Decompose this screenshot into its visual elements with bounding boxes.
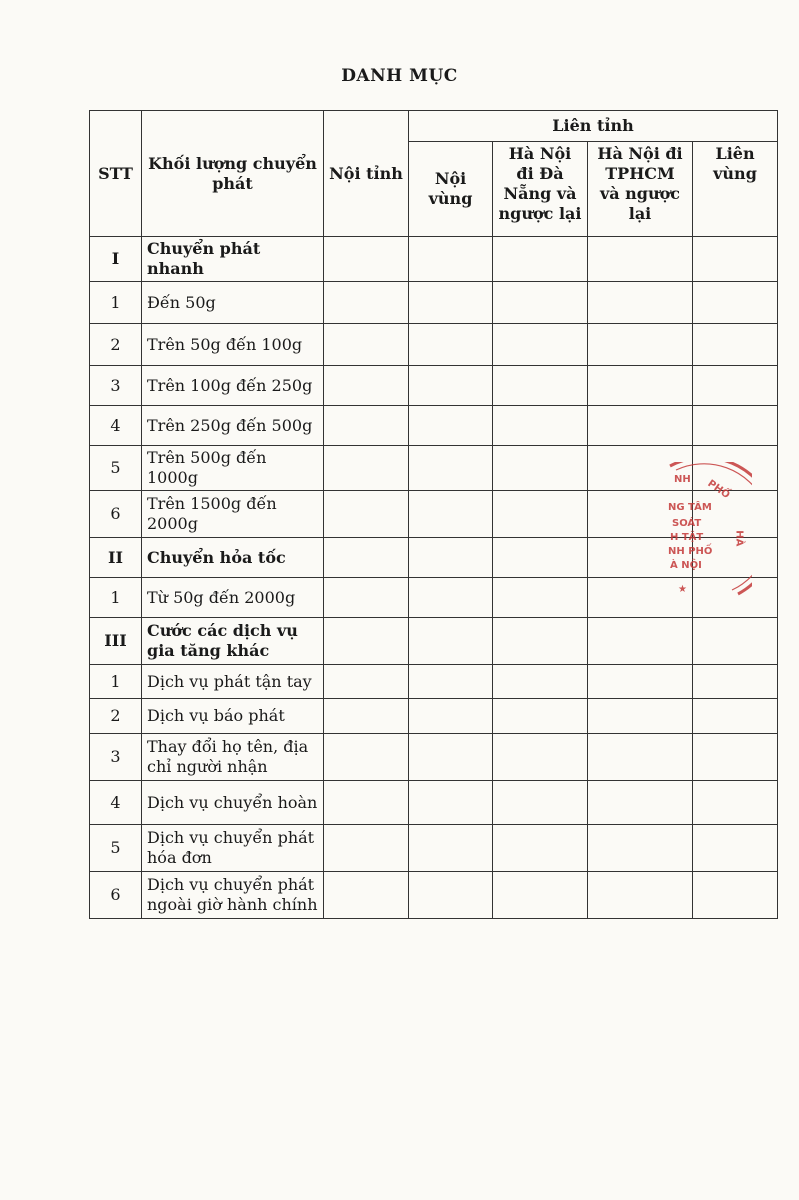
price-cell: [493, 446, 588, 491]
row-label: Trên 250g đến 500g: [142, 406, 324, 446]
row-label: Dịch vụ chuyển phát hóa đơn: [142, 825, 324, 872]
price-cell: [493, 491, 588, 538]
price-cell: [324, 734, 409, 781]
price-cell: [693, 734, 778, 781]
row-label: Dịch vụ chuyển phát ngoài giờ hành chính: [142, 872, 324, 919]
stamp-line: H TẬT: [670, 532, 704, 543]
row-stt: 3: [90, 366, 142, 406]
price-cell: [324, 825, 409, 872]
row-label: Thay đổi họ tên, địa chỉ người nhận: [142, 734, 324, 781]
price-cell: [588, 872, 693, 919]
price-cell: [409, 366, 493, 406]
row-label: Từ 50g đến 2000g: [142, 578, 324, 618]
stamp-line: NH: [674, 474, 691, 485]
price-cell: [409, 825, 493, 872]
price-cell: [409, 406, 493, 446]
price-cell: [324, 324, 409, 366]
price-cell: [324, 872, 409, 919]
price-cell: [693, 618, 778, 665]
row-stt: 3: [90, 734, 142, 781]
price-cell: [409, 781, 493, 825]
price-cell: [493, 699, 588, 734]
table-row: [90, 324, 778, 366]
price-cell: [588, 446, 693, 491]
row-label: Đến 50g: [142, 282, 324, 324]
page-title: DANH MỤC: [341, 66, 458, 86]
price-cell: [409, 665, 493, 699]
table-row: [90, 538, 778, 578]
header-lien-tinh: Liên tỉnh: [409, 111, 778, 142]
row-stt: 5: [90, 446, 142, 491]
row-stt: 5: [90, 825, 142, 872]
price-cell: [588, 324, 693, 366]
price-cell: [409, 491, 493, 538]
price-cell: [409, 446, 493, 491]
table-row: [90, 781, 778, 825]
price-cell: [588, 538, 693, 578]
price-cell: [493, 872, 588, 919]
price-cell: [409, 538, 493, 578]
row-stt: 2: [90, 699, 142, 734]
price-cell: [693, 491, 778, 538]
stamp-line: NH PHỐ: [668, 546, 713, 557]
row-label: Dịch vụ phát tận tay: [142, 665, 324, 699]
price-cell: [588, 406, 693, 446]
table-row: [90, 237, 778, 282]
table-body: [90, 237, 778, 919]
price-cell: [588, 366, 693, 406]
price-cell: [493, 237, 588, 282]
price-cell: [324, 491, 409, 538]
price-cell: [693, 781, 778, 825]
header-hn-hcm: Hà Nội đi TPHCM và ngược lại: [588, 142, 693, 237]
row-label: Dịch vụ báo phát: [142, 699, 324, 734]
price-cell: [324, 446, 409, 491]
price-cell: [324, 618, 409, 665]
price-cell: [324, 699, 409, 734]
price-cell: [588, 699, 693, 734]
price-table: [89, 110, 778, 919]
price-cell: [693, 665, 778, 699]
stamp-line: HÀ: [733, 530, 745, 547]
stamp-line: PHỐ: [705, 478, 732, 502]
row-stt: 1: [90, 578, 142, 618]
table-row: [90, 446, 778, 491]
price-cell: [693, 406, 778, 446]
table-row: [90, 282, 778, 324]
row-stt: 2: [90, 324, 142, 366]
price-cell: [588, 781, 693, 825]
table-row: [90, 699, 778, 734]
price-cell: [324, 578, 409, 618]
row-stt: III: [90, 618, 142, 665]
price-cell: [588, 618, 693, 665]
price-cell: [693, 237, 778, 282]
price-cell: [588, 734, 693, 781]
price-cell: [324, 538, 409, 578]
price-cell: [493, 781, 588, 825]
price-cell: [693, 825, 778, 872]
table-row: [90, 734, 778, 781]
table-row: [90, 618, 778, 665]
price-cell: [409, 578, 493, 618]
price-cell: [693, 366, 778, 406]
price-cell: [693, 282, 778, 324]
price-cell: [324, 781, 409, 825]
row-stt: I: [90, 237, 142, 282]
table-row: [90, 825, 778, 872]
row-stt: 4: [90, 781, 142, 825]
price-cell: [324, 282, 409, 324]
price-cell: [693, 699, 778, 734]
price-cell: [693, 446, 778, 491]
stamp-star-icon: ★: [678, 584, 687, 595]
stamp-line: À NỘI: [670, 560, 702, 571]
price-cell: [409, 237, 493, 282]
table-row: [90, 665, 778, 699]
row-stt: II: [90, 538, 142, 578]
price-cell: [588, 237, 693, 282]
price-cell: [493, 324, 588, 366]
price-cell: [588, 665, 693, 699]
table-row: [90, 406, 778, 446]
price-cell: [493, 578, 588, 618]
price-cell: [409, 699, 493, 734]
price-cell: [693, 324, 778, 366]
row-stt: 6: [90, 491, 142, 538]
price-cell: [493, 538, 588, 578]
header-stt: STT: [90, 111, 142, 237]
price-cell: [493, 734, 588, 781]
row-stt: 1: [90, 282, 142, 324]
row-label: Cước các dịch vụ gia tăng khác: [142, 618, 324, 665]
stamp-line: NG TÂM: [668, 502, 712, 513]
row-stt: 4: [90, 406, 142, 446]
price-cell: [324, 406, 409, 446]
header-noi-vung: Nội vùng: [409, 142, 493, 237]
header-hn-dn: Hà Nội đi Đà Nẵng và ngược lại: [493, 142, 588, 237]
price-cell: [493, 282, 588, 324]
stamp-line: SOÁT: [672, 518, 702, 529]
price-cell: [324, 665, 409, 699]
price-cell: [493, 406, 588, 446]
header-lien-vung: Liên vùng: [693, 142, 778, 237]
price-cell: [409, 734, 493, 781]
price-cell: [588, 491, 693, 538]
row-label: Trên 1500g đến 2000g: [142, 491, 324, 538]
price-cell: [493, 618, 588, 665]
table-row: [90, 578, 778, 618]
price-cell: [409, 872, 493, 919]
price-cell: [588, 282, 693, 324]
row-label: Trên 50g đến 100g: [142, 324, 324, 366]
price-cell: [693, 872, 778, 919]
price-cell: [493, 665, 588, 699]
row-label: Trên 100g đến 250g: [142, 366, 324, 406]
price-cell: [324, 366, 409, 406]
price-cell: [693, 538, 778, 578]
table-row: [90, 366, 778, 406]
row-label: Dịch vụ chuyển hoàn: [142, 781, 324, 825]
row-label: Trên 500g đến 1000g: [142, 446, 324, 491]
price-cell: [409, 324, 493, 366]
price-cell: [409, 618, 493, 665]
row-stt: 1: [90, 665, 142, 699]
table-row: [90, 491, 778, 538]
row-label: Chuyển hỏa tốc: [142, 538, 324, 578]
row-stt: 6: [90, 872, 142, 919]
table-row: [90, 872, 778, 919]
price-cell: [588, 825, 693, 872]
price-cell: [588, 578, 693, 618]
price-cell: [493, 366, 588, 406]
header-noi-tinh: Nội tỉnh: [324, 111, 409, 237]
price-cell: [409, 282, 493, 324]
row-label: Chuyển phát nhanh: [142, 237, 324, 282]
price-cell: [493, 825, 588, 872]
price-cell: [324, 237, 409, 282]
header-weight: Khối lượng chuyển phát: [142, 111, 324, 237]
price-cell: [693, 578, 778, 618]
